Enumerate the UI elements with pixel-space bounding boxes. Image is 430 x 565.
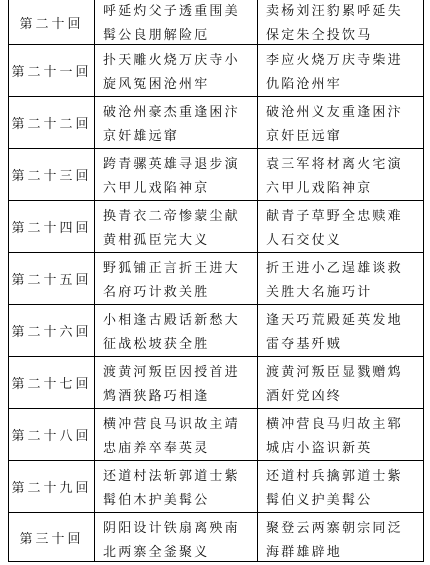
chapter-title-right-cell: 破沧州义友重逢困汴京奸臣远窜 [266, 105, 403, 144]
chapter-title-left-cell: 阴阳设计铁扇离殃南北两寨全釜聚义 [95, 513, 258, 562]
table-row [9, 513, 423, 562]
chapter-number-cell: 第二十九回 [9, 461, 95, 512]
chapter-number-cell: 第二十六回 [9, 305, 95, 356]
table-row [9, 45, 423, 97]
chapter-number-cell: 第二十七回 [9, 357, 95, 408]
chapter-title-left-cell: 换青衣二帝惨蒙尘献黄柑孤臣完大义 [95, 201, 258, 252]
table-row [9, 149, 423, 201]
chapter-title-left-cell: 还道村法斩郭道士紫髯伯木护美髯公 [95, 461, 258, 512]
table-row [9, 253, 423, 305]
chapter-title-left-cell: 破沧州豪杰重逢困汴京奸雄远窜 [95, 97, 258, 148]
chapter-title-right-cell: 渡黄河叛臣显戮赠鸩酒奸党凶终 [266, 365, 403, 404]
chapter-title-left-cell: 渡黄河叛臣因授首进鸩酒狭路巧相逢 [95, 357, 258, 408]
table-row [9, 97, 423, 149]
chapter-number-cell: 第二十八回 [9, 409, 95, 460]
chapter-title-right-cell: 还道村兵擒郭道士紫髯伯义护美髯公 [266, 469, 403, 508]
chapter-number-cell: 第二十五回 [9, 253, 95, 304]
table-row [9, 461, 423, 513]
chapter-title-left-cell: 野狐铺正言折王进大名府巧计救关胜 [95, 253, 258, 304]
chapter-number-cell: 第三十回 [9, 513, 95, 562]
chapter-number-cell: 第二十四回 [9, 201, 95, 252]
chapter-number-cell: 第二十二回 [9, 97, 95, 148]
chapter-title-left-cell: 扑天雕火烧万庆寺小旋风冤困沧州牢 [95, 45, 258, 96]
chapter-title-right-cell: 卖杨刘汪豹累呼延失保定朱仝投饮马 [266, 4, 403, 43]
table-row [9, 0, 423, 45]
chapter-title-right-cell: 逢天巧荒殿延英发地雷夺基歼贼 [266, 313, 403, 352]
chapter-title-right-cell: 献青子草野全忠赎难人石交仗义 [266, 209, 403, 248]
table-row [9, 305, 423, 357]
chapter-title-left-cell: 横冲营良马识故主靖忠庙养卒奉英灵 [95, 409, 258, 460]
chapter-title-right-cell: 袁三军将材离火宅演六甲儿戏陷神京 [266, 157, 403, 196]
chapter-title-left-cell: 跨青骡英雄寻退步演六甲儿戏陷神京 [95, 149, 258, 200]
chapter-title-right-cell: 横冲营良马归故主郓城店小盗识新英 [266, 417, 403, 456]
chapter-number-cell: 第二十一回 [9, 45, 95, 96]
chapter-title-right-cell: 折王进小乙逞雄谈救关胜大名施巧计 [266, 261, 403, 300]
chapter-number-cell: 第二十三回 [9, 149, 95, 200]
table-row [9, 201, 423, 253]
chapter-title-table [8, 0, 424, 562]
table-row [9, 357, 423, 409]
chapter-number-cell: 第二十回 [9, 0, 95, 44]
chapter-title-left-cell: 小相逢古殿话新愁大征战松坡获全胜 [95, 305, 258, 356]
chapter-title-right-cell: 聚登云两寨朝宗同泛海群雄辟地 [266, 521, 403, 560]
chapter-title-right-cell: 李应火烧万庆寺柴进仇陷沧州牢 [266, 53, 403, 92]
table-row [9, 409, 423, 461]
chapter-title-left-cell: 呼延灼父子透重围美髯公良朋解险厄 [95, 0, 258, 44]
